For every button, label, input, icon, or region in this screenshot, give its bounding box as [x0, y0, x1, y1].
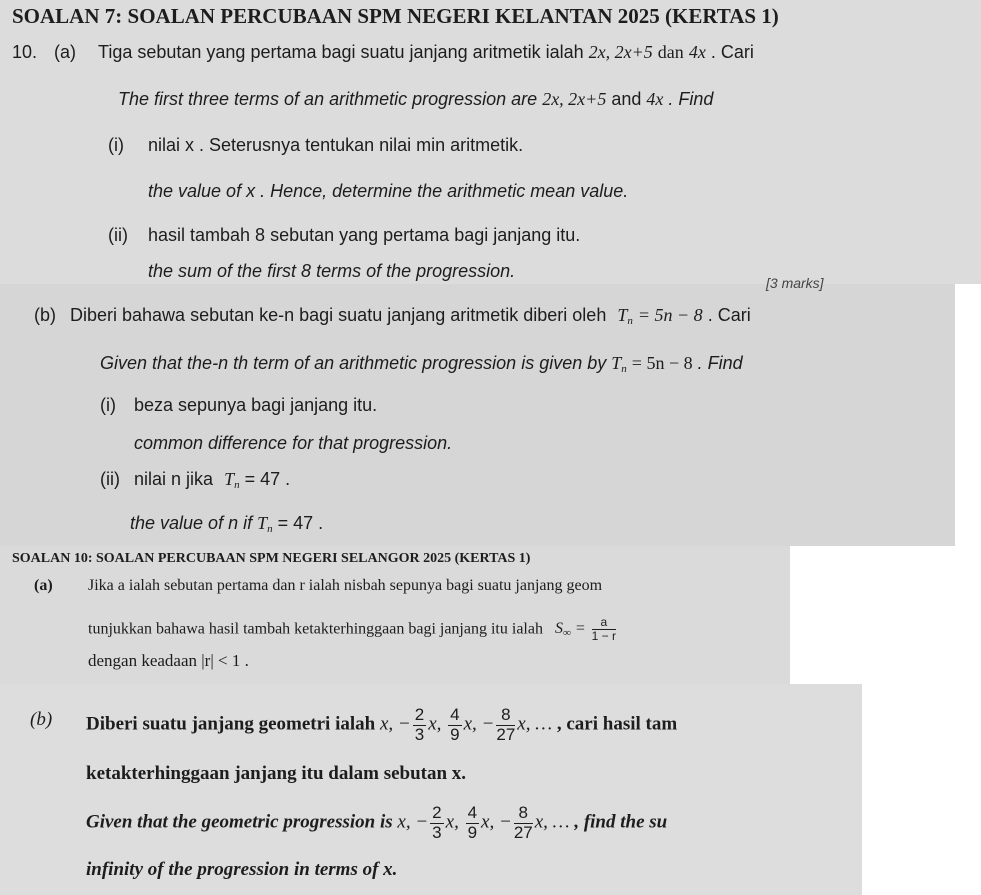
subpart-i-english: the value of x . Hence, determine the arithmetic mean value.	[148, 181, 629, 201]
q10-part-a-label: (a)	[34, 577, 53, 594]
q10-part-b-label: (b)	[30, 709, 53, 730]
part-b-english-text: Given that the-n th term of an arithmetic progression is given by $T_n = 5n - 8$ . Find	[100, 353, 743, 375]
question-10-panel	[0, 546, 790, 684]
part-a-label: (a)	[54, 42, 76, 62]
subpart-i-malay: nilai x . Seterusnya tentukan nilai min aritmetik.	[148, 135, 524, 155]
part-b-malay-text: Diberi bahawa sebutan ke-n bagi suatu janjang aritmetik diberi oleh $T_n = 5n - 8$ . Cari	[70, 305, 751, 327]
q10-part-b-malay-line2: ketakterhinggaan janjang itu dalam sebutan x.	[86, 763, 467, 784]
q10-part-b-english-line2: infinity of the progression in terms of x.	[86, 859, 398, 880]
q10-part-b-malay: Diberi suatu janjang geometri ialah x, − $\frac{2}{3}$ x, $\frac{4}{9}$ x, − $\frac{8}{27}$ x, … , cari hasil tam	[86, 705, 678, 744]
marks-label: [3 marks]	[766, 275, 824, 291]
part-b-ii-english: the value of n if $T_n = 47$ .	[130, 513, 324, 535]
part-b-ii-label: (ii)	[100, 469, 120, 489]
subpart-ii-malay: hasil tambah 8 sebutan yang pertama bagi janjang itu.	[148, 225, 581, 245]
part-b-i-malay: beza sepunya bagi janjang itu.	[134, 395, 378, 415]
q10-part-a-line1: Jika a ialah sebutan pertama dan r ialah nisbah sepunya bagi suatu janjang geom	[88, 577, 603, 594]
q10-part-a-line3: dengan keadaan |r| < 1 .	[88, 651, 249, 670]
question-7b-panel	[0, 275, 955, 546]
part-b-i-label: (i)	[100, 395, 116, 415]
question-7-panel	[0, 0, 981, 284]
part-b-formula: = 5n − 8	[637, 305, 703, 325]
q10-part-b-english: Given that the geometric progression is x, − $\frac{2}{3}$ x, $\frac{4}{9}$ x, − $\frac{8}{27}$ x, … , find the su	[86, 803, 668, 842]
part-b-i-english: common difference for that progression.	[134, 433, 453, 453]
question-number: 10.	[12, 42, 38, 62]
subpart-ii-label: (ii)	[108, 225, 128, 245]
question-10-header: SOALAN 10: SOALAN PERCUBAAN SPM NEGERI SELANGOR 2025 (KERTAS 1)	[12, 551, 531, 566]
part-b-label: (b)	[34, 305, 56, 325]
part-a-malay-text: Tiga sebutan yang pertama bagi suatu janjang aritmetik ialah 2x, 2x+5 dan 4x . Cari	[98, 42, 754, 62]
subpart-ii-english: the sum of the first 8 terms of the progression.	[148, 261, 516, 281]
q10-part-a-line2: tunjukkan bahawa hasil tambah ketakterhinggaan bagi janjang itu ialah $S_\infty$ = $\frac{a}{1 - r}$	[88, 615, 616, 644]
subpart-i-label: (i)	[108, 135, 124, 155]
question-7-header: SOALAN 7: SOALAN PERCUBAAN SPM NEGERI KELANTAN 2025 (KERTAS 1)	[12, 4, 779, 28]
question-10b-panel	[0, 684, 862, 895]
part-a-english-text: The first three terms of an arithmetic progression are 2x, 2x+5 and 4x . Find	[118, 89, 714, 109]
part-b-ii-malay: nilai n jika $T_n = 47$ .	[134, 469, 291, 491]
part-a-malay-terms: 2x, 2x+5	[588, 42, 653, 62]
